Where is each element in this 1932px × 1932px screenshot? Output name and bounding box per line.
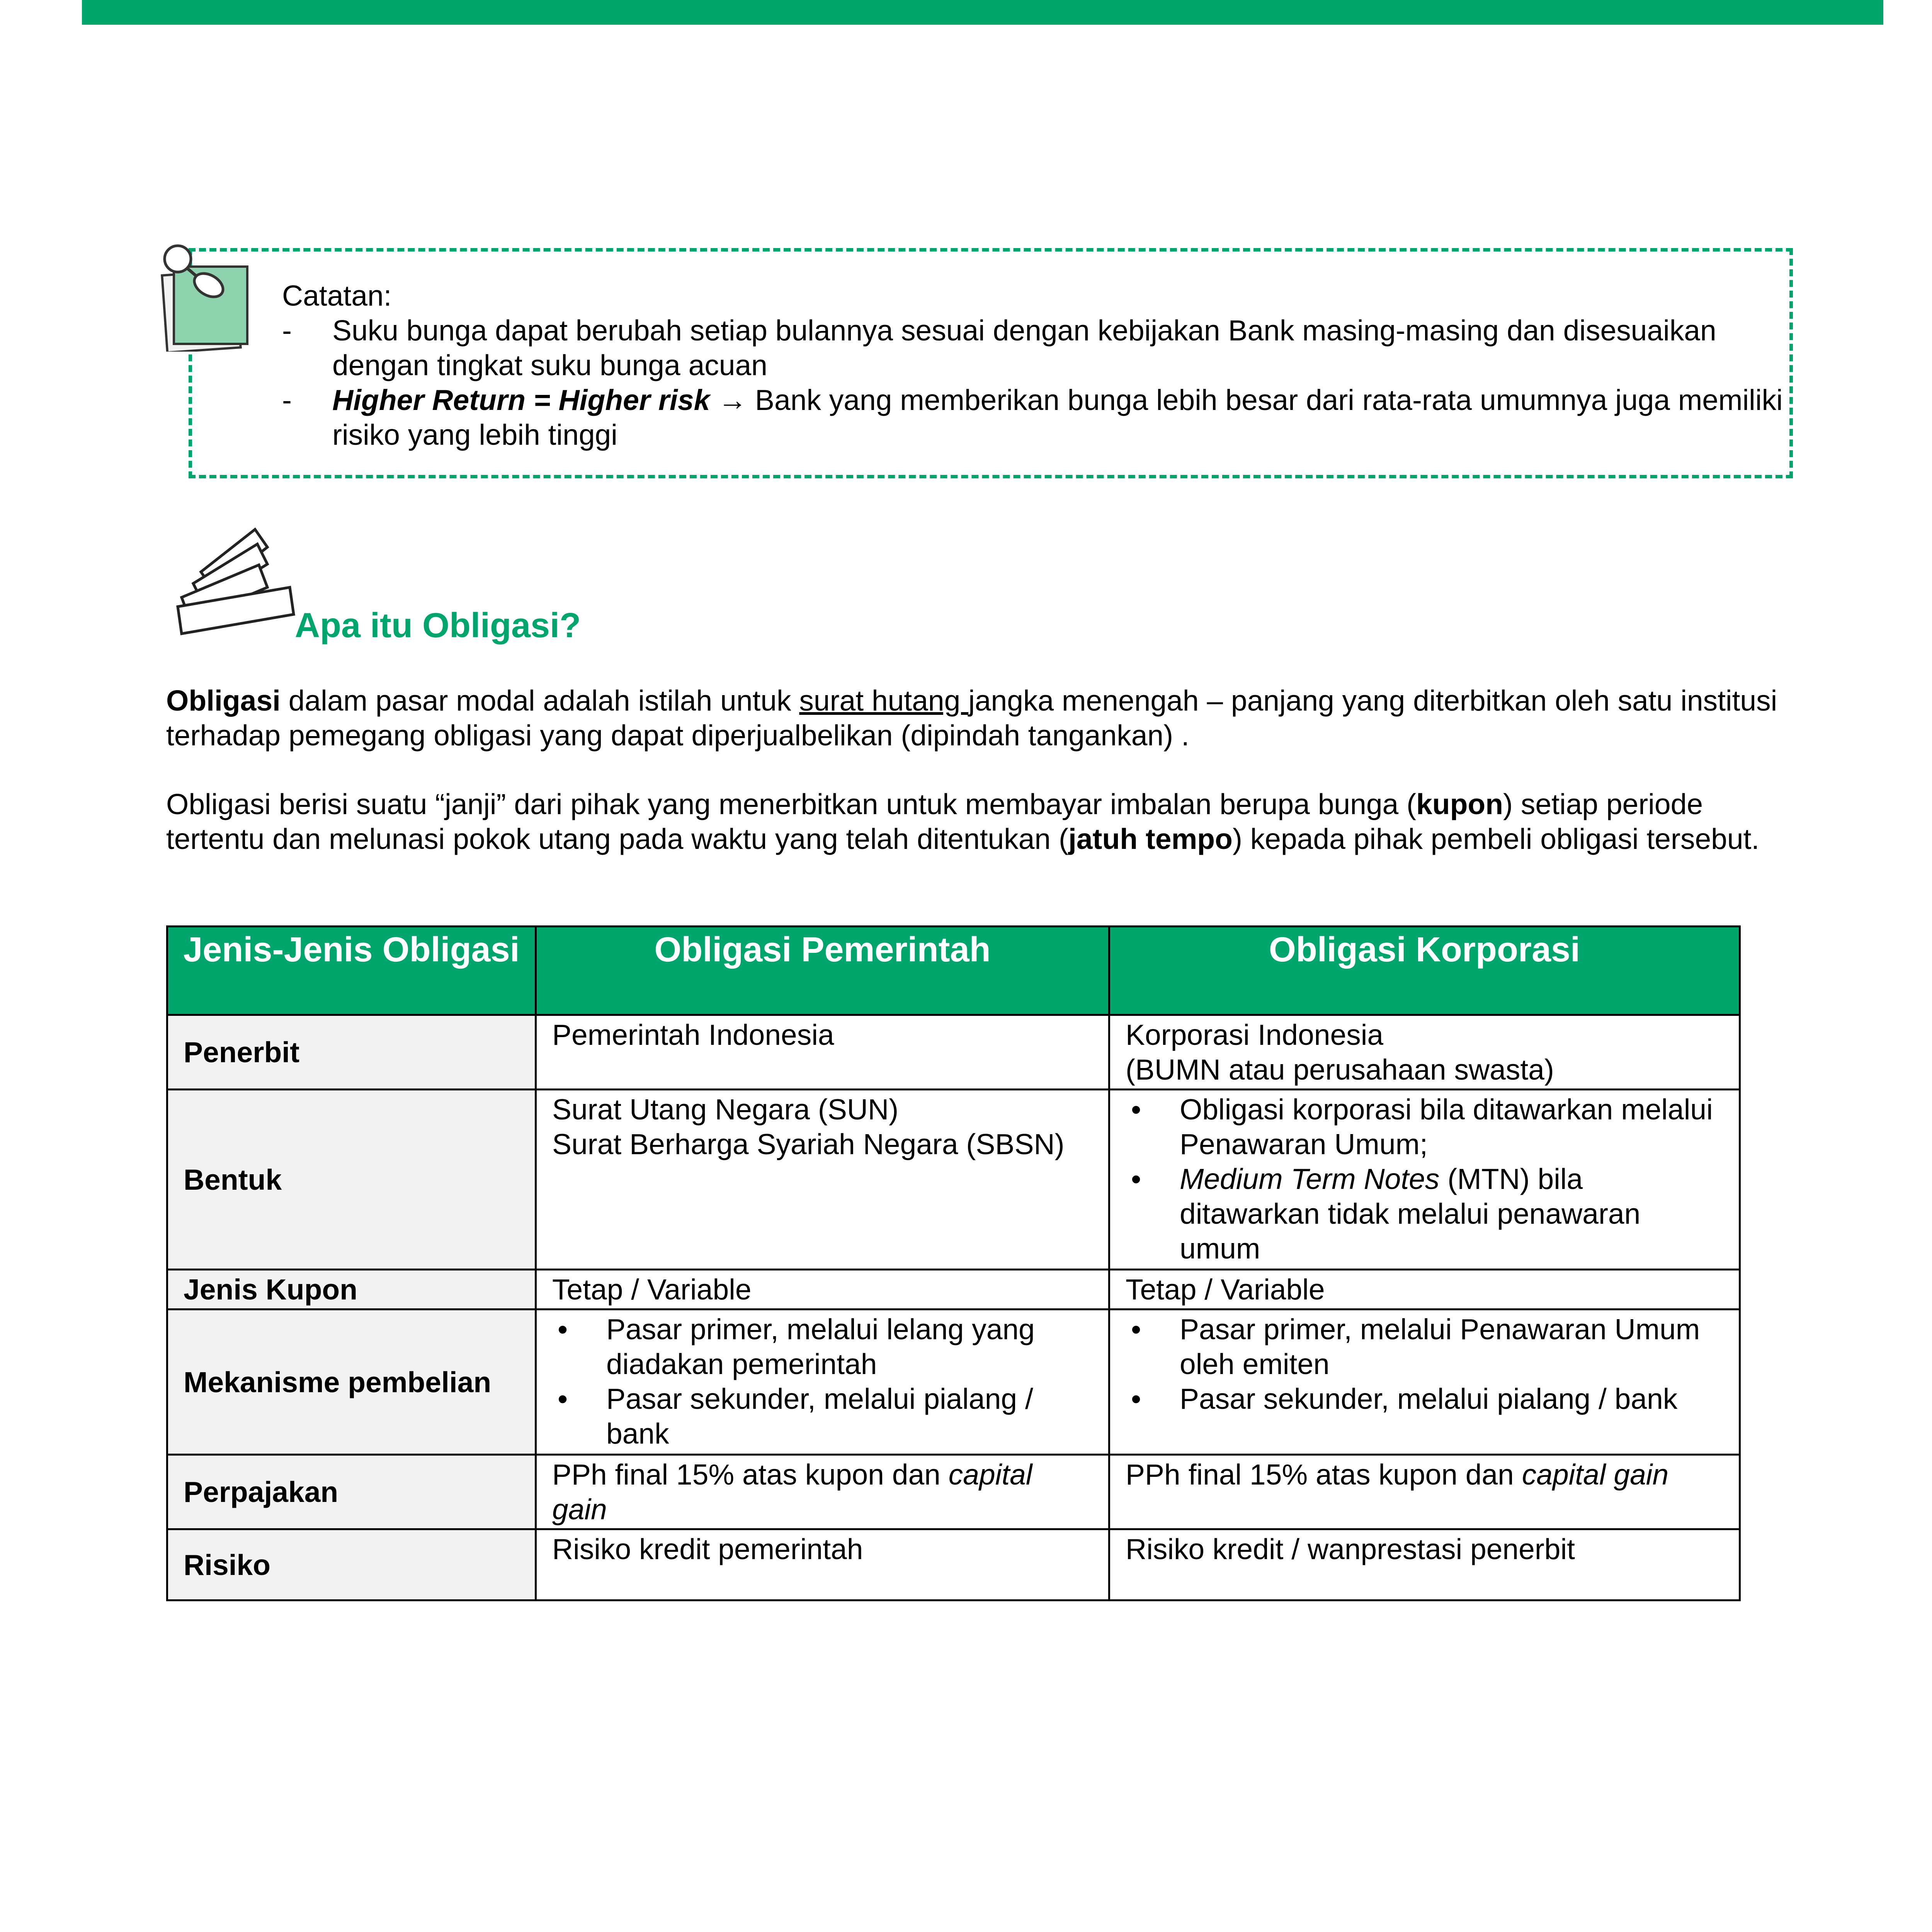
italic-term: capital gain bbox=[1522, 1458, 1669, 1491]
list-item-text: (MTN) bila ditawarkan tidak melalui penawaran umum bbox=[1180, 1163, 1641, 1265]
para2-bold-2: jatuh tempo bbox=[1068, 823, 1233, 855]
pushpin-note-icon bbox=[151, 240, 263, 352]
cell-text: PPh final 15% atas kupon dan bbox=[552, 1458, 949, 1491]
table-header: Obligasi Pemerintah bbox=[536, 927, 1109, 1015]
note-text bbox=[282, 278, 1789, 452]
top-accent-bar bbox=[82, 0, 1883, 25]
notes-stack-icon bbox=[166, 522, 305, 645]
list-item bbox=[1126, 1162, 1723, 1266]
list-item: • Pasar primer, melalui Penawaran Umum oleh emiten bbox=[1126, 1312, 1723, 1381]
term-underline: surat hutang bbox=[799, 684, 969, 717]
note-item-2-text bbox=[332, 383, 1789, 452]
row-label: Mekanisme pembelian bbox=[167, 1310, 536, 1455]
italic-term: capital gain bbox=[552, 1458, 1032, 1526]
para1-text-1: dalam pasar modal adalah istilah untuk bbox=[280, 684, 799, 717]
term-bold: Obligasi bbox=[166, 684, 281, 717]
section-heading: Apa itu Obligasi? bbox=[295, 606, 581, 645]
note-item-1-text: Suku bunga dapat berubah setiap bulannya sesuai dengan kebijakan Bank masing-masing dan disesuaikan dengan tingkat suku bunga acuan bbox=[332, 314, 1716, 381]
table-cell: Tetap / Variable bbox=[1109, 1270, 1740, 1310]
table-cell: Tetap / Variable bbox=[536, 1270, 1109, 1310]
cell-line: Surat Berharga Syariah Negara (SBSN) bbox=[552, 1128, 1065, 1160]
table-cell bbox=[536, 1310, 1109, 1455]
table-cell bbox=[1109, 1455, 1740, 1529]
table-cell: Risiko kredit / wanprestasi penerbit bbox=[1109, 1529, 1740, 1600]
list-item: • Obligasi korporasi bila ditawarkan melalui Penawaran Umum; bbox=[1126, 1092, 1723, 1162]
table-cell bbox=[1109, 1310, 1740, 1455]
list-item: • Pasar sekunder, melalui pialang / bank bbox=[1126, 1381, 1723, 1416]
bond-comparison-table bbox=[166, 925, 1741, 1601]
note-item-1 bbox=[282, 313, 1789, 383]
table-cell: Pemerintah Indonesia bbox=[536, 1015, 1109, 1090]
note-item-2-bold: Higher Return = Higher risk bbox=[332, 384, 710, 416]
note-item-2-rest: Bank yang memberikan bunga lebih besar dari rata-rata umumnya juga memiliki risiko yang lebih tinggi bbox=[332, 384, 1783, 451]
para2-text-3: ) kepada pihak pembeli obligasi tersebut. bbox=[1232, 823, 1760, 855]
list-item: • Pasar sekunder, melalui pialang / bank bbox=[552, 1381, 1093, 1451]
table-row bbox=[167, 1015, 1740, 1090]
table-cell bbox=[536, 1090, 1109, 1270]
table-cell bbox=[1109, 1090, 1740, 1270]
table-cell bbox=[536, 1455, 1109, 1529]
list-item: • Pasar primer, melalui lelang yang diadakan pemerintah bbox=[552, 1312, 1093, 1381]
cell-text: PPh final 15% atas kupon dan bbox=[1126, 1458, 1522, 1491]
para1-text-2: jangka menengah – panjang yang diterbitkan oleh satu institusi terhadap pemegang obligasi yang dapat diperjualbelikan (dipindah tangankan) . bbox=[166, 684, 1777, 752]
note-title: Catatan: bbox=[282, 279, 392, 312]
cell-line: Korporasi Indonesia bbox=[1126, 1019, 1384, 1051]
row-label: Risiko bbox=[167, 1529, 536, 1600]
table-header: Obligasi Korporasi bbox=[1109, 927, 1740, 1015]
table-header: Jenis-Jenis Obligasi bbox=[167, 927, 536, 1015]
note-item-2 bbox=[282, 383, 1789, 452]
bullet-list bbox=[1126, 1312, 1723, 1416]
italic-term: Medium Term Notes bbox=[1180, 1163, 1440, 1195]
table-row bbox=[167, 1270, 1740, 1310]
para2-text-1: Obligasi berisi suatu “janji” dari pihak yang menerbitkan untuk membayar imbalan berupa bunga ( bbox=[166, 788, 1417, 820]
table-row bbox=[167, 1310, 1740, 1455]
table-cell: Risiko kredit pemerintah bbox=[536, 1529, 1109, 1600]
paragraph-explanation bbox=[166, 787, 1789, 856]
table-row bbox=[167, 1090, 1740, 1270]
arrow-icon: → bbox=[710, 384, 755, 416]
row-label: Perpajakan bbox=[167, 1455, 536, 1529]
table-row bbox=[167, 1455, 1740, 1529]
bullet-list bbox=[1126, 1092, 1723, 1266]
table-row bbox=[167, 1529, 1740, 1600]
table-header-row bbox=[167, 927, 1740, 1015]
para2-text-2: ) setiap periode tertentu dan melunasi pokok utang pada waktu yang telah ditentukan ( bbox=[166, 788, 1703, 855]
cell-line: Surat Utang Negara (SUN) bbox=[552, 1093, 899, 1126]
para2-bold-1: kupon bbox=[1416, 788, 1503, 820]
paragraph-definition bbox=[166, 683, 1789, 753]
row-label: Jenis Kupon bbox=[167, 1270, 536, 1310]
note-dash: - bbox=[282, 384, 292, 416]
table-cell bbox=[1109, 1015, 1740, 1090]
cell-line: (BUMN atau perusahaan swasta) bbox=[1126, 1053, 1554, 1086]
bullet-list bbox=[552, 1312, 1093, 1451]
row-label: Bentuk bbox=[167, 1090, 536, 1270]
note-dash: - bbox=[282, 314, 292, 347]
row-label: Penerbit bbox=[167, 1015, 536, 1090]
